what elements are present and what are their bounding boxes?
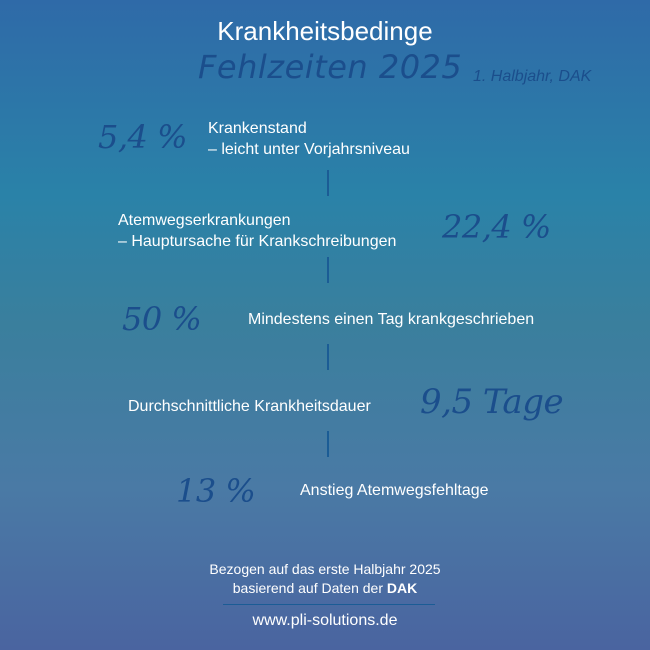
stat-value-krankgeschrieben: 50 % (122, 300, 202, 338)
page-title: Krankheitsbedinge (217, 16, 433, 46)
stat-label-atemweg: Atemwegserkrankungen (118, 212, 291, 229)
stat-value-anstieg: 13 % (176, 472, 256, 510)
page-subtitle: Fehlzeiten 2025 (198, 48, 463, 86)
divider-2 (327, 257, 329, 283)
stat-label-krankgeschrieben: Mindestens einen Tag krankgeschrieben (248, 311, 535, 328)
divider-4 (327, 431, 329, 457)
divider-3 (327, 344, 329, 370)
stat-value-atemweg: 22,4 % (442, 208, 551, 246)
stat-value-krankenstand: 5,4 % (98, 118, 187, 156)
stat-label-anstieg: Anstieg Atemwegsfehltage (300, 482, 489, 499)
subtitle-note: 1. Halbjahr, DAK (473, 68, 592, 85)
footer-source-line: Bezogen auf das erste Halbjahr 2025 (209, 561, 441, 577)
stat-description-krankenstand: – leicht unter Vorjahrsniveau (208, 141, 410, 158)
footer-source-brand: DAK (386, 580, 418, 596)
stat-label-dauer: Durchschnittliche Krankheitsdauer (128, 398, 371, 415)
stat-value-dauer: 9,5 Tage (420, 382, 564, 422)
divider-1 (327, 170, 329, 196)
stat-description-atemweg: – Hauptursache für Krankschreibungen (118, 233, 397, 250)
stat-label-krankenstand: Krankenstand (208, 120, 307, 137)
footer-divider (223, 604, 435, 605)
footer-source-prefix: basierend auf Daten der (232, 580, 387, 596)
website-link[interactable]: www.pli-solutions.de (252, 612, 398, 629)
footer-source-line-2 (0, 580, 650, 596)
